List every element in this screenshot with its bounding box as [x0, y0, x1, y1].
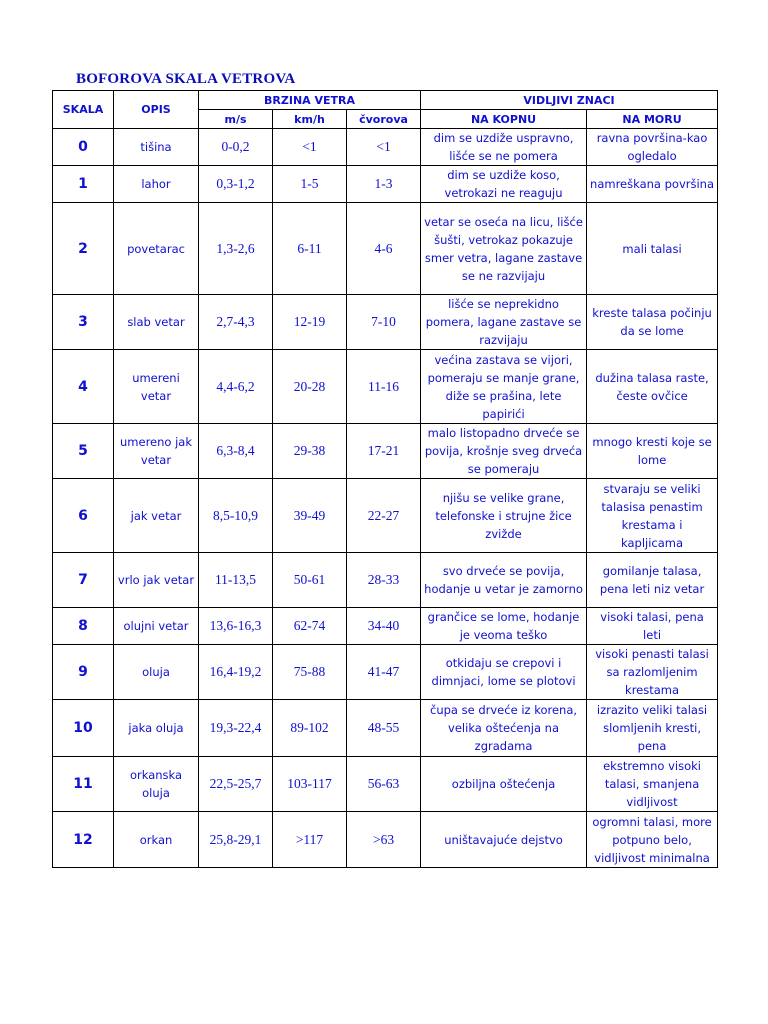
cell-skala: 12	[53, 812, 114, 868]
cell-na-kopnu: grančice se lome, hodanje je veoma teško	[421, 608, 587, 645]
cell-opis: jaka oluja	[114, 700, 199, 757]
cell-cvorova: 41-47	[347, 645, 421, 700]
table-row	[53, 812, 718, 868]
cell-cvorova: >63	[347, 812, 421, 868]
cell-opis: vrlo jak vetar	[114, 553, 199, 608]
header-ms: m/s	[199, 110, 273, 129]
cell-kmh: >117	[273, 812, 347, 868]
cell-cvorova: 17-21	[347, 424, 421, 479]
cell-kmh: <1	[273, 129, 347, 166]
cell-ms: 0-0,2	[199, 129, 273, 166]
table-row	[53, 295, 718, 350]
cell-na-moru: izrazito veliki talasi slomljenih kresti, pena	[587, 700, 718, 757]
cell-kmh: 20-28	[273, 350, 347, 424]
cell-kmh: 89-102	[273, 700, 347, 757]
cell-skala: 2	[53, 203, 114, 295]
cell-na-moru: ogromni talasi, more potpuno belo, vidljivost minimalna	[587, 812, 718, 868]
cell-ms: 22,5-25,7	[199, 757, 273, 812]
cell-kmh: 50-61	[273, 553, 347, 608]
cell-ms: 6,3-8,4	[199, 424, 273, 479]
cell-ms: 8,5-10,9	[199, 479, 273, 553]
cell-na-kopnu: ozbiljna oštećenja	[421, 757, 587, 812]
table-row	[53, 608, 718, 645]
table-row	[53, 757, 718, 812]
cell-na-moru: stvaraju se veliki talasisa penastim krestama i kapljicama	[587, 479, 718, 553]
cell-kmh: 1-5	[273, 166, 347, 203]
cell-cvorova: 34-40	[347, 608, 421, 645]
header-skala: SKALA	[53, 91, 114, 129]
table-row	[53, 350, 718, 424]
cell-opis: orkanska oluja	[114, 757, 199, 812]
cell-na-moru: namreškana površina	[587, 166, 718, 203]
cell-cvorova: 7-10	[347, 295, 421, 350]
cell-ms: 4,4-6,2	[199, 350, 273, 424]
cell-skala: 9	[53, 645, 114, 700]
cell-na-kopnu: lišće se neprekidno pomera, lagane zastave se razvijaju	[421, 295, 587, 350]
cell-na-moru: mnogo kresti koje se lome	[587, 424, 718, 479]
cell-na-kopnu: većina zastava se vijori, pomeraju se manje grane, diže se prašina, lete papirići	[421, 350, 587, 424]
table-body	[53, 129, 718, 868]
cell-kmh: 75-88	[273, 645, 347, 700]
cell-na-kopnu: uništavajuće dejstvo	[421, 812, 587, 868]
cell-kmh: 12-19	[273, 295, 347, 350]
cell-skala: 6	[53, 479, 114, 553]
cell-ms: 11-13,5	[199, 553, 273, 608]
cell-cvorova: 4-6	[347, 203, 421, 295]
header-cvorova: čvorova	[347, 110, 421, 129]
header-vidljivi-znaci: VIDLJIVI ZNACI	[421, 91, 718, 110]
header-kmh: km/h	[273, 110, 347, 129]
cell-opis: orkan	[114, 812, 199, 868]
cell-skala: 5	[53, 424, 114, 479]
cell-opis: lahor	[114, 166, 199, 203]
cell-kmh: 29-38	[273, 424, 347, 479]
table-row	[53, 129, 718, 166]
cell-ms: 13,6-16,3	[199, 608, 273, 645]
table-row	[53, 424, 718, 479]
cell-na-kopnu: njišu se velike grane, telefonske i strujne žice zvižde	[421, 479, 587, 553]
cell-opis: tišina	[114, 129, 199, 166]
cell-skala: 0	[53, 129, 114, 166]
cell-skala: 10	[53, 700, 114, 757]
cell-opis: slab vetar	[114, 295, 199, 350]
cell-na-moru: dužina talasa raste, česte ovčice	[587, 350, 718, 424]
cell-opis: umereno jak vetar	[114, 424, 199, 479]
cell-opis: oluja	[114, 645, 199, 700]
cell-na-kopnu: svo drveće se povija, hodanje u vetar je zamorno	[421, 553, 587, 608]
cell-skala: 4	[53, 350, 114, 424]
cell-cvorova: 48-55	[347, 700, 421, 757]
header-na-kopnu: NA KOPNU	[421, 110, 587, 129]
cell-na-moru: visoki talasi, pena leti	[587, 608, 718, 645]
cell-na-moru: ravna površina-kao ogledalo	[587, 129, 718, 166]
cell-na-moru: mali talasi	[587, 203, 718, 295]
cell-opis: jak vetar	[114, 479, 199, 553]
cell-opis: olujni vetar	[114, 608, 199, 645]
cell-skala: 7	[53, 553, 114, 608]
cell-ms: 0,3-1,2	[199, 166, 273, 203]
cell-na-kopnu: dim se uzdiže koso, vetrokazi ne reaguju	[421, 166, 587, 203]
cell-na-moru: kreste talasa počinju da se lome	[587, 295, 718, 350]
table-row	[53, 166, 718, 203]
table-row	[53, 479, 718, 553]
cell-ms: 2,7-4,3	[199, 295, 273, 350]
cell-ms: 1,3-2,6	[199, 203, 273, 295]
cell-na-kopnu: vetar se oseća na licu, lišće šušti, vetrokaz pokazuje smer vetra, lagane zastave se ne razvijaju	[421, 203, 587, 295]
header-opis: OPIS	[114, 91, 199, 129]
cell-skala: 11	[53, 757, 114, 812]
cell-ms: 25,8-29,1	[199, 812, 273, 868]
cell-kmh: 103-117	[273, 757, 347, 812]
cell-na-moru: gomilanje talasa, pena leti niz vetar	[587, 553, 718, 608]
table-row	[53, 203, 718, 295]
cell-cvorova: 11-16	[347, 350, 421, 424]
cell-na-moru: visoki penasti talasi sa razlomljenim krestama	[587, 645, 718, 700]
table-title: BOFOROVA SKALA VETROVA	[76, 71, 296, 87]
cell-na-kopnu: otkidaju se crepovi i dimnjaci, lome se plotovi	[421, 645, 587, 700]
header-brzina-vetra: BRZINA VETRA	[199, 91, 421, 110]
cell-na-kopnu: dim se uzdiže uspravno, lišće se ne pomera	[421, 129, 587, 166]
cell-cvorova: 28-33	[347, 553, 421, 608]
cell-opis: umereni vetar	[114, 350, 199, 424]
header-na-moru: NA MORU	[587, 110, 718, 129]
cell-cvorova: 56-63	[347, 757, 421, 812]
beaufort-scale-table	[52, 90, 718, 868]
cell-cvorova: 22-27	[347, 479, 421, 553]
cell-na-kopnu: čupa se drveće iz korena, velika oštećenja na zgradama	[421, 700, 587, 757]
cell-kmh: 6-11	[273, 203, 347, 295]
cell-cvorova: <1	[347, 129, 421, 166]
cell-kmh: 62-74	[273, 608, 347, 645]
table-row	[53, 645, 718, 700]
cell-na-kopnu: malo listopadno drveće se povija, krošnje sveg drveća se pomeraju	[421, 424, 587, 479]
cell-skala: 8	[53, 608, 114, 645]
cell-skala: 3	[53, 295, 114, 350]
cell-cvorova: 1-3	[347, 166, 421, 203]
cell-ms: 16,4-19,2	[199, 645, 273, 700]
cell-na-moru: ekstremno visoki talasi, smanjena vidljivost	[587, 757, 718, 812]
table-row	[53, 700, 718, 757]
cell-ms: 19,3-22,4	[199, 700, 273, 757]
cell-opis: povetarac	[114, 203, 199, 295]
table-row	[53, 553, 718, 608]
cell-skala: 1	[53, 166, 114, 203]
cell-kmh: 39-49	[273, 479, 347, 553]
